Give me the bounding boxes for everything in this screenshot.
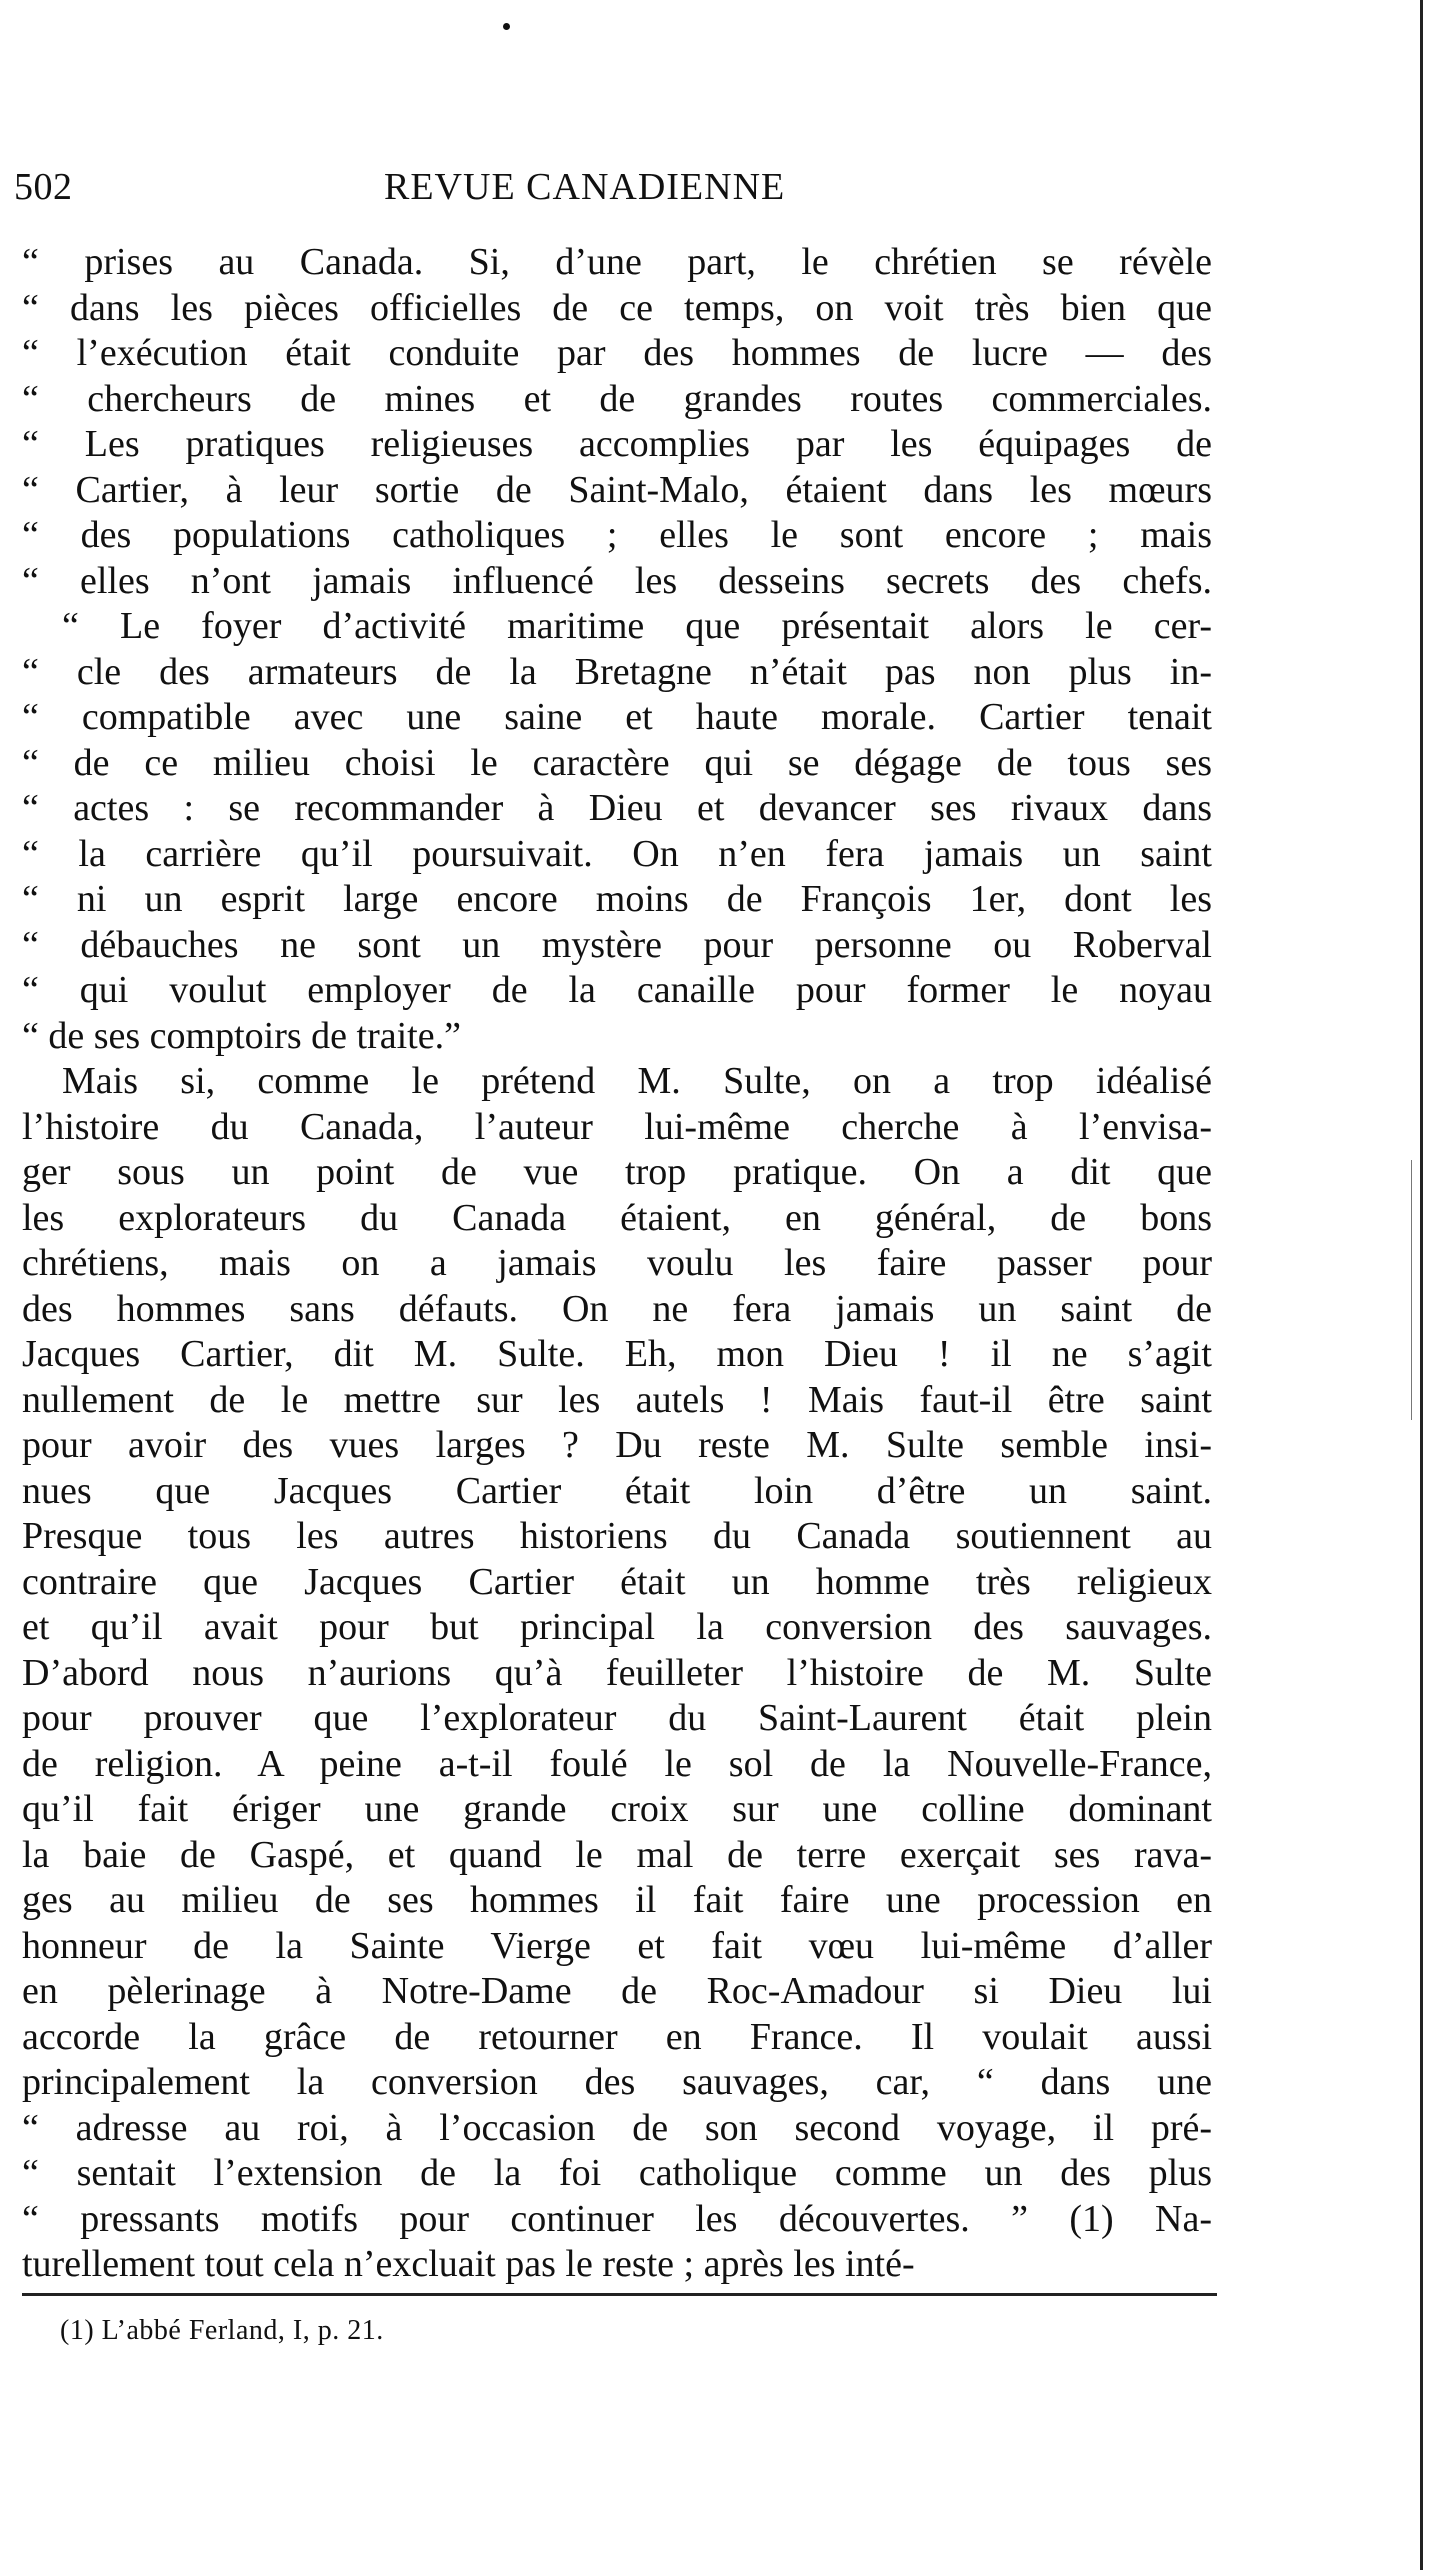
text-line: qu’il fait ériger une grande croix sur une colline dominant [22,1788,1212,1830]
text-line: en pèlerinage à Notre-Dame de Roc-Amadour si Dieu lui [22,1970,1212,2012]
text-line: ger sous un point de vue trop pratique. On a dit que [22,1151,1212,1193]
text-line: “ l’exécution était conduite par des hommes de lucre — des [22,332,1212,374]
text-line: “ qui voulut employer de la canaille pour former le noyau [22,969,1212,1011]
text-line: “ pressants motifs pour continuer les découvertes. ” (1) Na- [22,2197,1212,2240]
text-line: pour avoir des vues larges ? Du reste M. Sulte semble insi- [22,1424,1212,1466]
text-line: nues que Jacques Cartier était loin d’être un saint. [22,1469,1212,1512]
text-line: accorde la grâce de retourner en France. Il voulait aussi [22,2015,1212,2058]
text-line: Mais si, comme le prétend M. Sulte, on a trop idéalisé [62,1060,1212,1102]
text-line: “ adresse au roi, à l’occasion de son second voyage, il pré- [22,2106,1212,2149]
text-line: “ la carrière qu’il poursuivait. On n’en fera jamais un saint [22,832,1212,875]
text-line: contraire que Jacques Cartier était un homme très religieux [22,1560,1212,1603]
text-line: “ actes : se recommander à Dieu et devancer ses rivaux dans [22,787,1212,829]
text-line: chrétiens, mais on a jamais voulu les faire passer pour [22,1242,1212,1284]
text-line: “ débauches ne sont un mystère pour personne ou Roberval [22,923,1212,966]
footnote: (1) L’abbé Ferland, I, p. 21. [60,2315,384,2346]
text-line: honneur de la Sainte Vierge et fait vœu lui-même d’aller [22,1924,1212,1967]
text-line: ges au milieu de ses hommes il fait faire une procession en [22,1879,1212,1921]
text-line: D’abord nous n’aurions qu’à feuilleter l’histoire de M. Sulte [22,1651,1212,1694]
text-line: des hommes sans défauts. On ne fera jamais un saint de [22,1287,1212,1330]
text-line: “ des populations catholiques ; elles le sont encore ; mais [22,514,1212,556]
text-line: “ chercheurs de mines et de grandes routes commerciales. [22,377,1212,420]
text-line: “ cle des armateurs de la Bretagne n’était pas non plus in- [22,650,1212,693]
text-line: nullement de le mettre sur les autels ! Mais faut-il être saint [22,1378,1212,1421]
footnote-separator [22,2293,1217,2296]
text-line: “ Le foyer d’activité maritime que présentait alors le cer- [62,605,1212,647]
text-line: pour prouver que l’explorateur du Saint-Laurent était plein [22,1697,1212,1739]
text-line: “ compatible avec une saine et haute morale. Cartier tenait [22,696,1212,738]
body-text [22,240,1212,2288]
text-line: la baie de Gaspé, et quand le mal de terre exerçait ses rava- [22,1833,1212,1876]
text-line: principalement la conversion des sauvages, car, “ dans une [22,2061,1212,2103]
text-line: “ Les pratiques religieuses accomplies par les équipages de [22,423,1212,465]
running-header [14,165,1214,215]
page-edge-rule [1420,0,1423,2570]
text-line: l’histoire du Canada, l’auteur lui-même cherche à l’envisa- [22,1105,1212,1148]
page-number: 502 [14,166,73,208]
running-title: REVUE CANADIENNE [384,166,786,208]
text-line: “ Cartier, à leur sortie de Saint-Malo, étaient dans les mœurs [22,468,1212,511]
text-line: “ prises au Canada. Si, d’une part, le chrétien se révèle [22,241,1212,283]
text-line: et qu’il avait pour but principal la conversion des sauvages. [22,1606,1212,1648]
text-line: “ ni un esprit large encore moins de François 1er, dont les [22,878,1212,920]
text-line: “ sentait l’extension de la foi catholique comme un des plus [22,2152,1212,2194]
text-line: Presque tous les autres historiens du Canada soutiennent au [22,1515,1212,1557]
text-line: Jacques Cartier, dit M. Sulte. Eh, mon Dieu ! il ne s’agit [22,1333,1212,1375]
text-line: les explorateurs du Canada étaient, en général, de bons [22,1196,1212,1239]
text-line: “ elles n’ont jamais influencé les desseins secrets des chefs. [22,559,1212,602]
text-line: turellement tout cela n’excluait pas le reste ; après les inté- [22,2243,915,2285]
page-edge-shadow [1411,1160,1412,1420]
ink-speck [503,23,510,30]
text-line: de religion. A peine a-t-il foulé le sol de la Nouvelle-France, [22,1742,1212,1785]
text-line: “ de ce milieu choisi le caractère qui se dégage de tous ses [22,741,1212,784]
text-line: “ dans les pièces officielles de ce temps, on voit très bien que [22,286,1212,329]
text-line: “ de ses comptoirs de traite.” [22,1014,461,1057]
